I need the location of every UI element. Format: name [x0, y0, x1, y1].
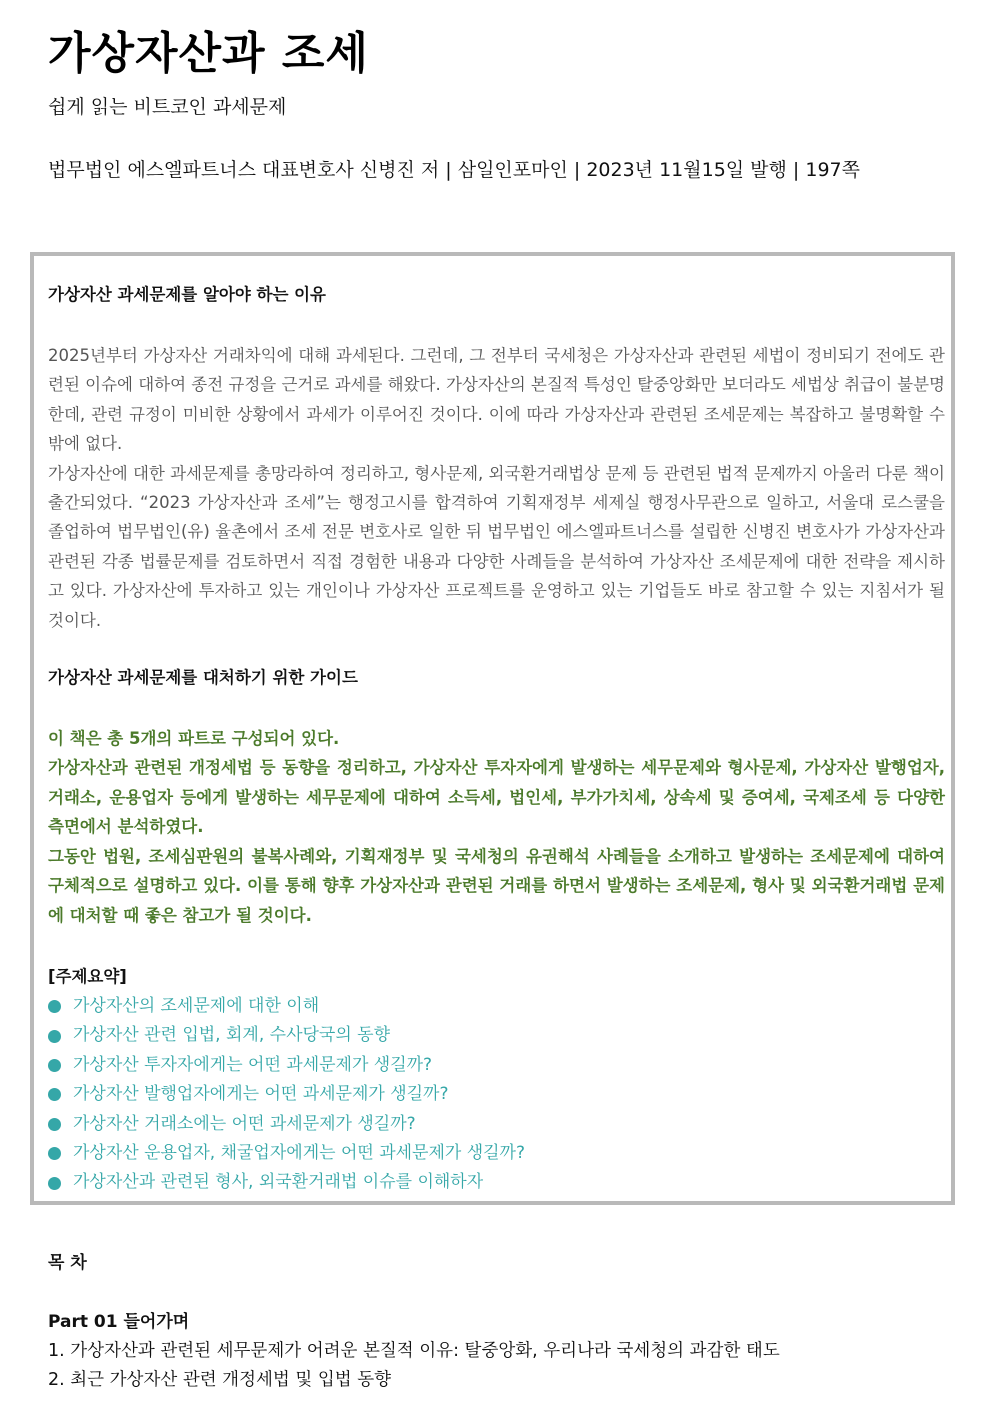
summary-item: 가상자산의 조세문제에 대한 이해: [48, 992, 945, 1021]
paragraph: 2025년부터 가상자산 거래차익에 대해 과세된다. 그런데, 그 전부터 국세청은 가상자산과 관련된 세법이 정비되기 전에도 관련된 이슈에 대하여 종전 규정을 근거로 과세를 해왔다. 가상자산의 본질적 특성인 탈중앙화만 보더라도 세법상 취급이 불분명한데, 관련 규정이 미비한 상황에서 과세가 이루어진 것이다. 이에 따라 가상자산과 관련된 조세문제는 복잡하고 불명확할 수밖에 없다.: [48, 346, 945, 454]
summary-title: [주제요약]: [48, 966, 127, 986]
bullet-dot-icon: [48, 1000, 61, 1013]
highlight-paragraph: 가상자산과 관련된 개정세법 등 동향을 정리하고, 가상자산 투자자에게 발생하는 세무문제와 형사문제, 가상자산 발행업자, 거래소, 운용업자 등에게 발생하는 세무문제에 대하여 소득세, 법인세, 부가가치세, 상속세 및 증여세, 국제조세 등 다양한 측면에서 분석하였다.: [48, 758, 945, 837]
highlight-paragraph: 이 책은 총 5개의 파트로 구성되어 있다.: [48, 729, 340, 749]
bullet-dot-icon: [48, 1030, 61, 1043]
toc-part-heading: Part 01 들어가며: [48, 1312, 190, 1332]
summary-item: 가상자산 거래소에는 어떤 과세문제가 생길까?: [48, 1110, 945, 1139]
book-title: 가상자산과 조세: [48, 28, 369, 79]
summary-list: [48, 992, 945, 1198]
paragraph: 가상자산에 대한 과세문제를 총망라하여 정리하고, 형사문제, 외국환거래법상 문제 등 관련된 법적 문제까지 아울러 다룬 책이 출간되었다. “2023 가상자산과 조세”는 행정고시를 합격하여 기획재정부 세제실 행정사무관으로 일하고, 서울대 로스쿨을 졸업하여 법무법인(유) 율촌에서 조세 전문 변호사로 일한 뒤 법무법인 에스엘파트너스를 설립한 신병진 변호사가 가상자산과 관련된 각종 법률문제를 검토하면서 직접 경험한 내용과 다양한 사례들을 분석하여 가상자산 조세문제에 대한 전략을 제시하고 있다. 가상자산에 투자하고 있는 개인이나 가상자산 프로젝트를 운영하고 있는 기업들도 바로 참고할 수 있는 지침서가 될 것이다.: [48, 463, 945, 630]
book-subtitle: 쉽게 읽는 비트코인 과세문제: [48, 96, 287, 118]
toc-item: 2. 최근 가상자산 관련 개정세법 및 입법 동향: [48, 1370, 392, 1390]
section-heading-why: 가상자산 과세문제를 알아야 하는 이유: [48, 285, 327, 304]
book-intro-box: [30, 252, 955, 1205]
summary-item: 가상자산 발행업자에게는 어떤 과세문제가 생길까?: [48, 1080, 945, 1109]
highlight-paragraph: 그동안 법원, 조세심판원의 불복사례와, 기획재정부 및 국세청의 유권해석 사례들을 소개하고 발생하는 조세문제에 대하여 구체적으로 설명하고 있다. 이를 통해 향후 가상자산과 관련된 거래를 하면서 발생하는 조세문제, 형사 및 외국환거래법 문제에 대처할 때 좋은 참고가 될 것이다.: [48, 846, 945, 925]
toc-list: [48, 1337, 780, 1395]
intro-content: [48, 284, 945, 1198]
summary-item: 가상자산 운용업자, 채굴업자에게는 어떤 과세문제가 생길까?: [48, 1139, 945, 1168]
bullet-dot-icon: [48, 1177, 61, 1190]
summary-item: 가상자산과 관련된 형사, 외국환거래법 이슈를 이해하자: [48, 1168, 945, 1197]
bullet-dot-icon: [48, 1147, 61, 1160]
bullet-dot-icon: [48, 1118, 61, 1131]
toc-item: 1. 가상자산과 관련된 세무문제가 어려운 본질적 이유: 탈중앙화, 우리나라 국세청의 과감한 태도: [48, 1341, 780, 1361]
summary-item: 가상자산 관련 입법, 회계, 수사당국의 동향: [48, 1021, 945, 1050]
book-meta: 법무법인 에스엘파트너스 대표변호사 신병진 저 | 삼일인포마인 | 2023년 11월15일 발행 | 197쪽: [48, 159, 860, 181]
section-heading-guide: 가상자산 과세문제를 대처하기 위한 가이드: [48, 668, 358, 688]
bullet-dot-icon: [48, 1059, 61, 1072]
toc-title: 목 차: [48, 1253, 87, 1273]
bullet-dot-icon: [48, 1088, 61, 1101]
summary-item: 가상자산 투자자에게는 어떤 과세문제가 생길까?: [48, 1051, 945, 1080]
